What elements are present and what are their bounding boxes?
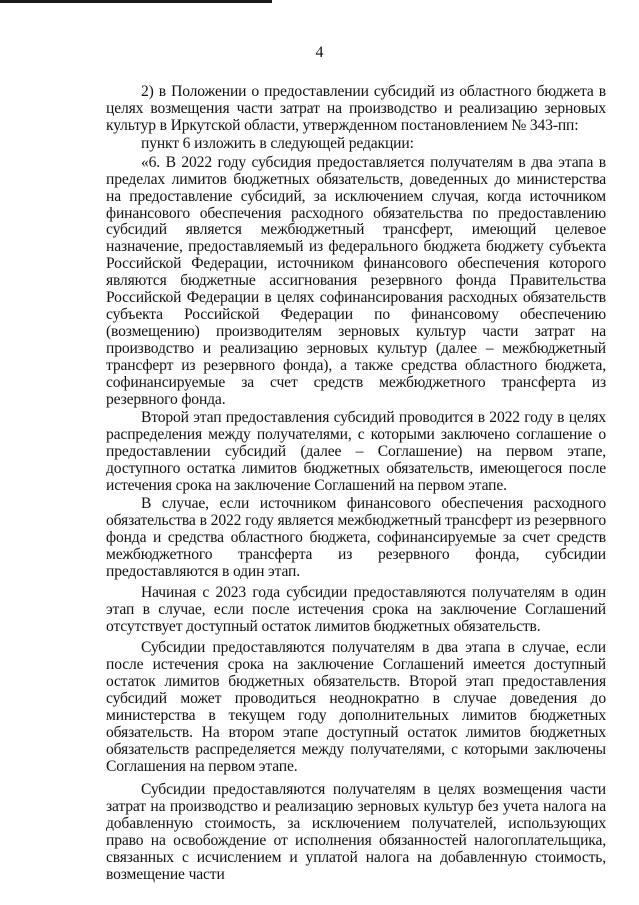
paragraph-reserve-fund-case: В случае, если источником финансового обеспечения расходного обязательства в 2022 году является межбюджетный трансферт из резервного фонда и средства областного бюджета, софинансируемые за счет средств межбюджетного трансферта из резервного фонда, субсидии предоставляются в один этап.: [106, 495, 606, 580]
paragraph-point-6-text: «6. В 2022 году субсидия предоставляется получателям в два этапа в пределах лимитов бюджетных обязательств, доведенных до министерства на предоставление субсидий, за исключением случая, когда источником финансового обеспечения расходного обязательства по предоставлению субсидий является межбюджетный трансферт, имеющий целевое назначение, предоставляемый из федерального бюджета бюджету субъекта Российской Федерации, источником финансового обеспечения которого являются бюджетные ассигнования резервного фонда Правительства Российской Федерации в целях софинансирования расходных обязательств субъекта Российской Федерации по финансовому обеспечению (возмещению) производителям зерновых культур части затрат на производство и реализацию зерновых культур (далее – межбюджетный трансферт из резервного фонда), а также средства областного бюджета, софинансируемые за счет средств межбюджетного трансферта из резервного фонда.: [106, 153, 606, 408]
paragraph-vat: Субсидии предоставляются получателям в целях возмещения части затрат на производство и реализацию зерновых культур без учета налога на добавленную стоимость, за исключением получателей, использующих право на освобождение от исполнения обязанностей налогоплательщика, связанных с исчислением и уплатой налога на добавленную стоимость, возмещение части: [106, 781, 606, 883]
scan-artifact-bar: [0, 0, 272, 3]
paragraph-second-stage: Второй этап предоставления субсидий проводится в 2022 году в целях распределения между получателями, с которыми заключено соглашение о предоставлении субсидий (далее – Соглашение) на первом этапе, доступного остатка лимитов бюджетных обязательств, имеющегося после истечения срока на заключение Соглашений на первом этапе.: [106, 409, 606, 494]
paragraph-amendment-intro: 2) в Положении о предоставлении субсидий из областного бюджета в целях возмещения части затрат на производство и реализацию зерновых культур в Иркутской области, утвержденном постановлением № 343-пп:: [106, 83, 606, 134]
document-body: [106, 84, 606, 885]
paragraph-two-stages: Субсидии предоставляются получателям в два этапа в случае, если после истечения срока на заключение Соглашений имеется доступный остаток лимитов бюджетных обязательств. Второй этап предоставления субсидий может проводиться неоднократно в случае доведения до министерства в текущем году дополнительных лимитов бюджетных обязательств. На втором этапе доступный остаток лимитов бюджетных обязательств распределяется между получателями, с которыми заключены Соглашения на первом этапе.: [106, 639, 606, 775]
paragraph-point-6-instruction: пункт 6 изложить в следующей редакции:: [141, 135, 414, 153]
page-number: 4: [315, 44, 324, 61]
paragraph-from-2023: Начиная с 2023 года субсидии предоставляются получателям в один этап в случае, если после истечения срока на заключение Соглашений отсутствует доступный остаток лимитов бюджетных обязательств.: [106, 584, 606, 635]
